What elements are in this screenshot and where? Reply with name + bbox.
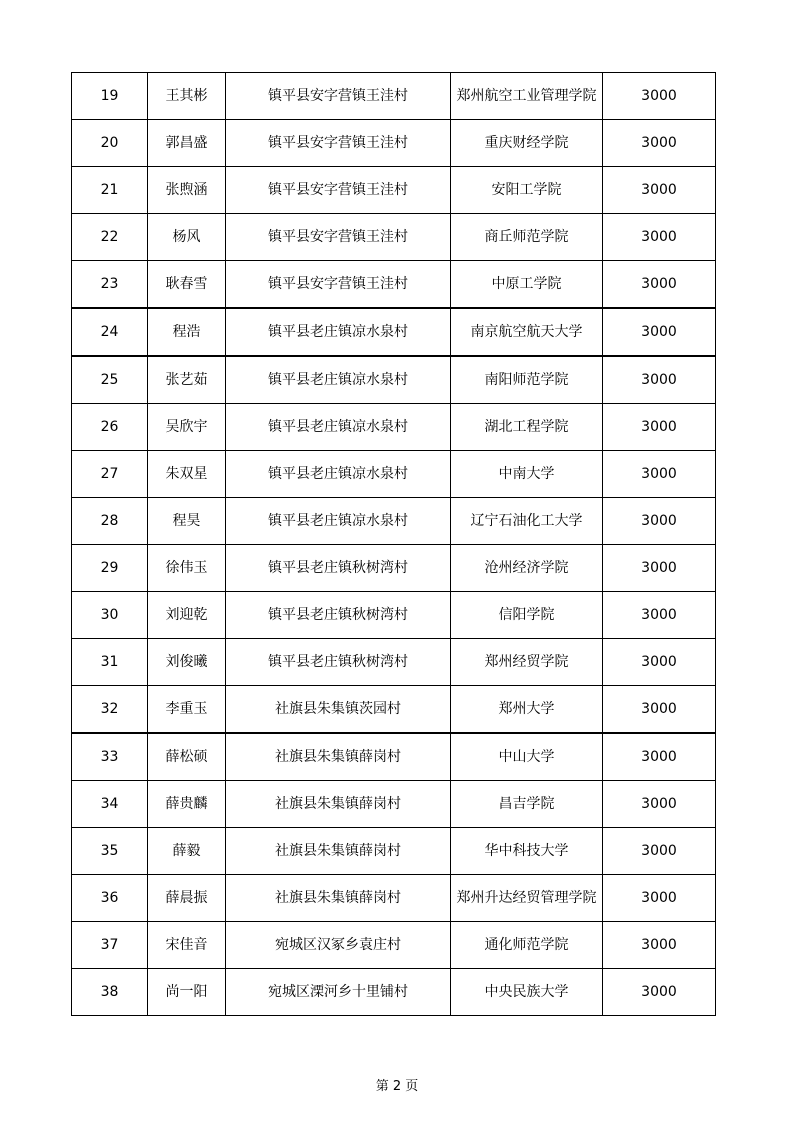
cell-student-name: 薛毅	[148, 828, 226, 875]
cell-school: 郑州经贸学院	[451, 639, 603, 686]
table-row	[72, 733, 716, 781]
cell-village: 宛城区汉冢乡袁庄村	[226, 922, 451, 969]
cell-student-name: 李重玉	[148, 686, 226, 734]
cell-village: 镇平县老庄镇凉水泉村	[226, 356, 451, 404]
cell-number: 22	[72, 214, 148, 261]
cell-number: 30	[72, 592, 148, 639]
cell-student-name: 吴欣宇	[148, 404, 226, 451]
cell-number: 23	[72, 261, 148, 309]
cell-school: 通化师范学院	[451, 922, 603, 969]
cell-village: 镇平县老庄镇秋树湾村	[226, 545, 451, 592]
cell-student-name: 张艺茹	[148, 356, 226, 404]
cell-number: 38	[72, 969, 148, 1016]
cell-student-name: 宋佳音	[148, 922, 226, 969]
cell-school: 郑州大学	[451, 686, 603, 734]
cell-student-name: 朱双星	[148, 451, 226, 498]
cell-school: 中原工学院	[451, 261, 603, 309]
subsidy-table	[71, 72, 716, 1016]
table-row	[72, 498, 716, 545]
cell-student-name: 尚一阳	[148, 969, 226, 1016]
cell-school: 郑州航空工业管理学院	[451, 73, 603, 120]
cell-amount: 3000	[603, 781, 716, 828]
cell-number: 26	[72, 404, 148, 451]
cell-school: 安阳工学院	[451, 167, 603, 214]
cell-village: 镇平县安字营镇王洼村	[226, 261, 451, 309]
cell-amount: 3000	[603, 308, 716, 356]
table-body	[72, 73, 716, 1016]
table-row	[72, 404, 716, 451]
cell-amount: 3000	[603, 639, 716, 686]
table-row	[72, 969, 716, 1016]
cell-village: 镇平县老庄镇凉水泉村	[226, 308, 451, 356]
cell-amount: 3000	[603, 120, 716, 167]
cell-student-name: 耿春雪	[148, 261, 226, 309]
table-row	[72, 308, 716, 356]
table-row	[72, 828, 716, 875]
cell-village: 镇平县老庄镇秋树湾村	[226, 639, 451, 686]
cell-school: 辽宁石油化工大学	[451, 498, 603, 545]
cell-school: 昌吉学院	[451, 781, 603, 828]
table-row	[72, 356, 716, 404]
table-row	[72, 261, 716, 309]
cell-student-name: 杨风	[148, 214, 226, 261]
cell-student-name: 薛晨振	[148, 875, 226, 922]
cell-village: 社旗县朱集镇茨园村	[226, 686, 451, 734]
cell-village: 镇平县老庄镇凉水泉村	[226, 451, 451, 498]
cell-village: 镇平县安字营镇王洼村	[226, 73, 451, 120]
cell-number: 35	[72, 828, 148, 875]
cell-amount: 3000	[603, 214, 716, 261]
table-row	[72, 214, 716, 261]
cell-number: 28	[72, 498, 148, 545]
cell-number: 34	[72, 781, 148, 828]
cell-village: 镇平县老庄镇凉水泉村	[226, 404, 451, 451]
table-row	[72, 545, 716, 592]
cell-school: 湖北工程学院	[451, 404, 603, 451]
cell-amount: 3000	[603, 875, 716, 922]
cell-amount: 3000	[603, 356, 716, 404]
cell-school: 中山大学	[451, 733, 603, 781]
cell-number: 31	[72, 639, 148, 686]
cell-student-name: 徐伟玉	[148, 545, 226, 592]
cell-amount: 3000	[603, 592, 716, 639]
cell-student-name: 程浩	[148, 308, 226, 356]
cell-school: 商丘师范学院	[451, 214, 603, 261]
cell-village: 社旗县朱集镇薛岗村	[226, 875, 451, 922]
cell-student-name: 程昊	[148, 498, 226, 545]
table-row	[72, 875, 716, 922]
cell-number: 24	[72, 308, 148, 356]
cell-village: 镇平县老庄镇秋树湾村	[226, 592, 451, 639]
table-row	[72, 686, 716, 734]
table-row	[72, 781, 716, 828]
cell-number: 33	[72, 733, 148, 781]
cell-number: 36	[72, 875, 148, 922]
cell-amount: 3000	[603, 73, 716, 120]
table-row	[72, 73, 716, 120]
cell-school: 重庆财经学院	[451, 120, 603, 167]
cell-number: 37	[72, 922, 148, 969]
cell-amount: 3000	[603, 167, 716, 214]
cell-student-name: 郭昌盛	[148, 120, 226, 167]
cell-amount: 3000	[603, 922, 716, 969]
cell-student-name: 薛松硕	[148, 733, 226, 781]
table-row	[72, 120, 716, 167]
cell-number: 25	[72, 356, 148, 404]
cell-village: 镇平县老庄镇凉水泉村	[226, 498, 451, 545]
cell-number: 21	[72, 167, 148, 214]
page-number: 第 2 页	[375, 1079, 419, 1094]
cell-amount: 3000	[603, 498, 716, 545]
cell-school: 郑州升达经贸管理学院	[451, 875, 603, 922]
cell-amount: 3000	[603, 686, 716, 734]
cell-school: 中央民族大学	[451, 969, 603, 1016]
cell-amount: 3000	[603, 261, 716, 309]
cell-amount: 3000	[603, 733, 716, 781]
cell-village: 镇平县安字营镇王洼村	[226, 120, 451, 167]
cell-school: 南阳师范学院	[451, 356, 603, 404]
table-row	[72, 167, 716, 214]
cell-number: 27	[72, 451, 148, 498]
cell-village: 社旗县朱集镇薛岗村	[226, 828, 451, 875]
table-row	[72, 592, 716, 639]
cell-student-name: 张煦涵	[148, 167, 226, 214]
cell-village: 镇平县安字营镇王洼村	[226, 167, 451, 214]
cell-amount: 3000	[603, 545, 716, 592]
cell-school: 南京航空航天大学	[451, 308, 603, 356]
cell-school: 中南大学	[451, 451, 603, 498]
cell-number: 20	[72, 120, 148, 167]
cell-village: 镇平县安字营镇王洼村	[226, 214, 451, 261]
cell-school: 信阳学院	[451, 592, 603, 639]
cell-number: 29	[72, 545, 148, 592]
table-row	[72, 639, 716, 686]
cell-amount: 3000	[603, 404, 716, 451]
cell-village: 社旗县朱集镇薛岗村	[226, 781, 451, 828]
table-row	[72, 922, 716, 969]
cell-student-name: 薛贵麟	[148, 781, 226, 828]
cell-amount: 3000	[603, 828, 716, 875]
cell-amount: 3000	[603, 969, 716, 1016]
cell-school: 沧州经济学院	[451, 545, 603, 592]
cell-student-name: 刘俊曦	[148, 639, 226, 686]
cell-number: 19	[72, 73, 148, 120]
cell-student-name: 刘迎乾	[148, 592, 226, 639]
cell-number: 32	[72, 686, 148, 734]
cell-village: 宛城区溧河乡十里铺村	[226, 969, 451, 1016]
cell-village: 社旗县朱集镇薛岗村	[226, 733, 451, 781]
cell-student-name: 王其彬	[148, 73, 226, 120]
cell-amount: 3000	[603, 451, 716, 498]
table-row	[72, 451, 716, 498]
cell-school: 华中科技大学	[451, 828, 603, 875]
